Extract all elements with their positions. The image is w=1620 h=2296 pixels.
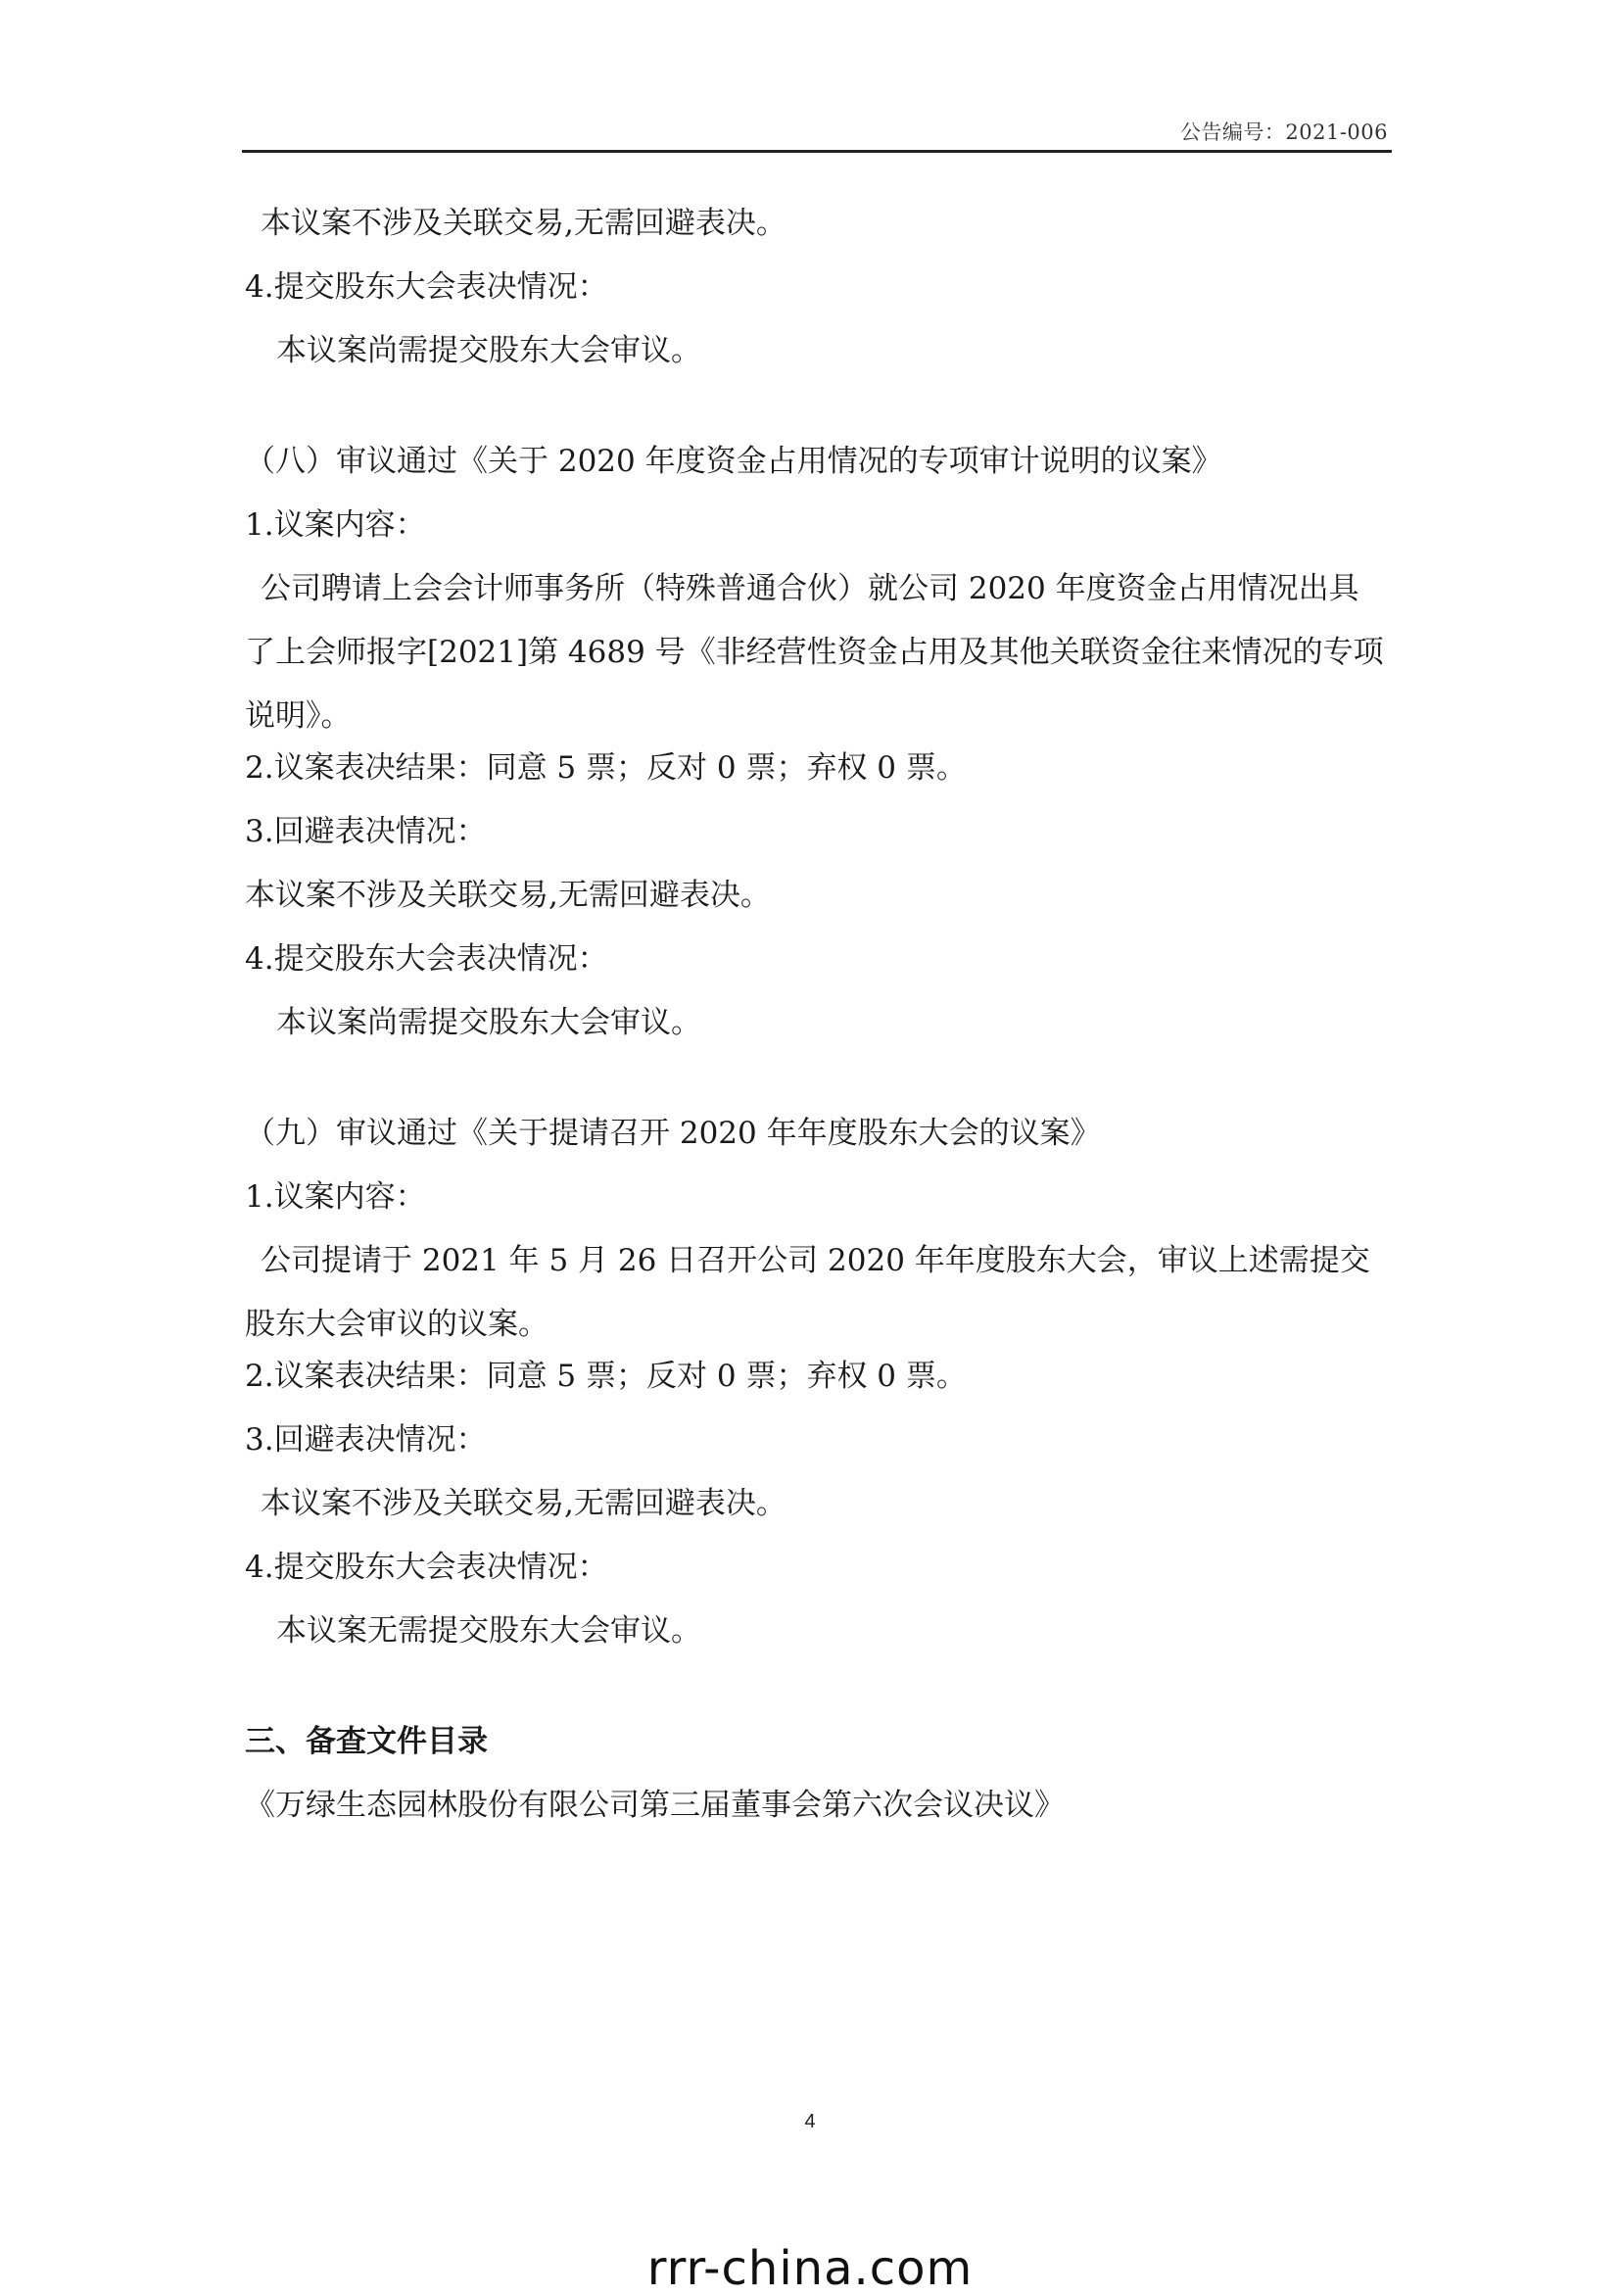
section-gap bbox=[245, 1067, 1386, 1114]
item-9-submit-text: 本议案无需提交股东大会审议。 bbox=[276, 1613, 701, 1649]
page-header bbox=[242, 113, 1392, 153]
item-8-avoidance-text: 本议案不涉及关联交易,无需回避表决。 bbox=[245, 878, 771, 913]
section-3-title: 三、备查文件目录 bbox=[245, 1724, 488, 1759]
item-8-avoidance-heading: 3.回避表决情况： bbox=[245, 814, 487, 849]
item-9-avoidance-heading: 3.回避表决情况： bbox=[245, 1422, 487, 1458]
item-9-content-text: 公司提请于 2021 年 5 月 26 日召开公司 2020 年年度股东大会，审议上述需提交股东大会审议的议案。 bbox=[245, 1243, 1370, 1342]
item-9-avoidance-text: 本议案不涉及关联交易,无需回避表决。 bbox=[261, 1486, 786, 1521]
item-7-submit-heading: 4.提交股东大会表决情况： bbox=[245, 269, 608, 305]
site-watermark: rrr-china.com bbox=[646, 2241, 974, 2296]
item-7-submit-text: 本议案尚需提交股东大会审议。 bbox=[276, 333, 701, 368]
page-number: 4 bbox=[804, 2111, 816, 2132]
item-9-submit-heading: 4.提交股东大会表决情况： bbox=[245, 1550, 608, 1585]
section-gap bbox=[245, 1675, 1386, 1722]
item-7-avoidance-text: 本议案不涉及关联交易,无需回避表决。 bbox=[261, 206, 786, 241]
item-8-title: （八）审议通过《关于 2020 年度资金占用情况的专项审计说明的议案》 bbox=[245, 444, 1222, 479]
reference-document: 《万绿生态园林股份有限公司第三届董事会第六次会议决议》 bbox=[245, 1788, 1065, 1823]
item-9-content-heading: 1.议案内容： bbox=[245, 1179, 426, 1215]
announcement-code: 公告编号：2021-006 bbox=[1179, 120, 1388, 144]
document-body bbox=[245, 204, 1386, 1849]
item-8-vote-result: 2.议案表决结果：同意 5 票；反对 0 票；弃权 0 票。 bbox=[245, 750, 967, 786]
item-8-submit-heading: 4.提交股东大会表决情况： bbox=[245, 941, 608, 977]
item-9-title: （九）审议通过《关于提请召开 2020 年年度股东大会的议案》 bbox=[245, 1116, 1101, 1151]
section-gap bbox=[245, 395, 1386, 442]
item-8-submit-text: 本议案尚需提交股东大会审议。 bbox=[276, 1005, 701, 1040]
item-8-content-text: 公司聘请上会会计师事务所（特殊普通合伙）就公司 2020 年度资金占用情况出具了上会师报字[2021]第 4689 号《非经营性资金占用及其他关联资金往来情况的专项说明》。 bbox=[245, 571, 1384, 734]
item-9-vote-result: 2.议案表决结果：同意 5 票；反对 0 票；弃权 0 票。 bbox=[245, 1359, 967, 1394]
item-8-content-heading: 1.议案内容： bbox=[245, 507, 426, 543]
